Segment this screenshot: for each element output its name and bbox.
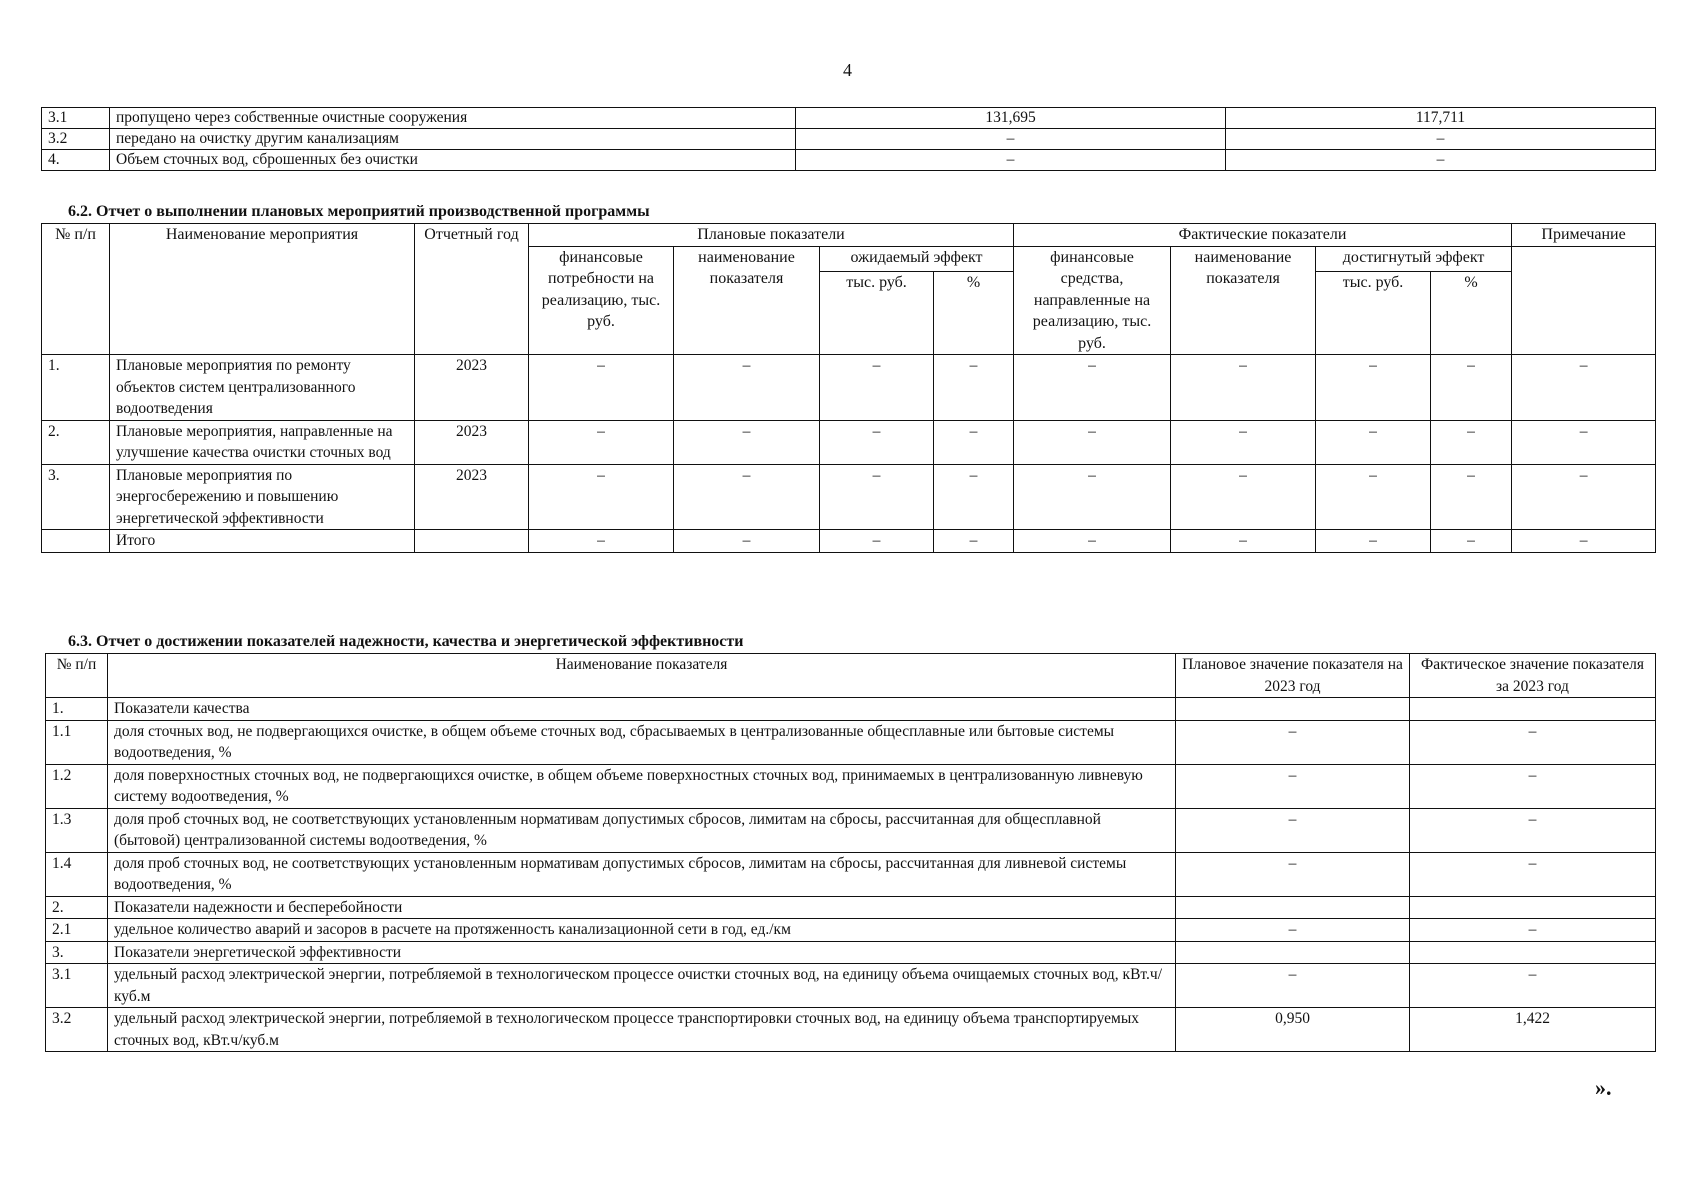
indicators-table	[45, 653, 1656, 1052]
table-row	[46, 941, 1656, 964]
row-name: Показатели энергетической эффективности	[108, 941, 1176, 964]
table-row	[42, 355, 1656, 421]
fact-value: –	[1410, 852, 1656, 896]
page-number: 4	[843, 60, 852, 80]
section-title-6-2: 6.2. Отчет о выполнении плановых мероприятий производственной программы	[68, 203, 650, 220]
value-cell: –	[529, 464, 674, 530]
value-cell: –	[1431, 464, 1512, 530]
value-cell: –	[1316, 530, 1431, 553]
row-name: Плановые мероприятия по энергосбережению и повышению энергетической эффективности	[110, 464, 415, 530]
table-row	[42, 129, 1656, 150]
header-percent-actual: %	[1431, 272, 1512, 355]
header-planned: Плановые показатели	[529, 224, 1014, 247]
value-cell: –	[1014, 530, 1171, 553]
closing-quote-mark: ».	[1595, 1075, 1612, 1100]
row-name: Показатели качества	[108, 698, 1176, 721]
value-cell: –	[1431, 355, 1512, 421]
row-number: 1.3	[46, 808, 108, 852]
value-cell: –	[820, 355, 934, 421]
header-planned: Плановое значение показателя на 2023 год	[1176, 654, 1410, 698]
table-row-total	[42, 530, 1656, 553]
header-fin-needs: финансовые потребности на реализацию, тыс. руб.	[529, 246, 674, 355]
header-fin-means: финансовые средства, направленные на реализацию, тыс. руб.	[1014, 246, 1171, 355]
row-number: 2.1	[46, 919, 108, 942]
value-cell: –	[1171, 464, 1316, 530]
value-cell: –	[1316, 420, 1431, 464]
row-name: Плановые мероприятия, направленные на улучшение качества очистки сточных вод	[110, 420, 415, 464]
header-name: Наименование показателя	[108, 654, 1176, 698]
value-cell: –	[674, 355, 820, 421]
header-actual: Фактические показатели	[1014, 224, 1512, 247]
plan-value: –	[1176, 720, 1410, 764]
value-cell: –	[1226, 150, 1656, 171]
fact-value: –	[1410, 919, 1656, 942]
value-cell: –	[1431, 530, 1512, 553]
table-row	[46, 964, 1656, 1008]
plan-value: –	[1176, 764, 1410, 808]
header-num: № п/п	[42, 224, 110, 355]
table-row	[46, 919, 1656, 942]
plan-value: 0,950	[1176, 1008, 1410, 1052]
value-cell: –	[1316, 355, 1431, 421]
plan-value	[1176, 896, 1410, 919]
row-name: удельный расход электрической энергии, потребляемой в технологическом процессе очистки сточных вод, на единицу объема очищаемых сточных вод, кВт.ч/куб.м	[108, 964, 1176, 1008]
value-cell: –	[796, 150, 1226, 171]
value-cell: –	[1316, 464, 1431, 530]
value-cell: 131,695	[796, 108, 1226, 129]
row-name: доля проб сточных вод, не соответствующих установленным нормативам допустимых сбросов, лимитам на сбросы, рассчитанная для общесплавной (бытовой) централизованной системы водоотведения, %	[108, 808, 1176, 852]
fact-value: –	[1410, 964, 1656, 1008]
value-cell: –	[1171, 355, 1316, 421]
plan-value	[1176, 698, 1410, 721]
row-number: 3.1	[46, 964, 108, 1008]
row-name: Итого	[110, 530, 415, 553]
fact-value: 1,422	[1410, 1008, 1656, 1052]
value-cell: –	[1014, 420, 1171, 464]
header-expected-effect: ожидаемый эффект	[820, 246, 1014, 272]
table-row	[46, 852, 1656, 896]
table-row	[46, 764, 1656, 808]
header-num: № п/п	[46, 654, 108, 698]
value-cell: –	[1014, 464, 1171, 530]
row-year: 2023	[415, 420, 529, 464]
header-percent: %	[934, 272, 1014, 355]
table-row	[42, 420, 1656, 464]
wastewater-volume-table	[41, 107, 1656, 171]
row-name: Объем сточных вод, сброшенных без очистки	[110, 150, 796, 171]
row-name: Показатели надежности и бесперебойности	[108, 896, 1176, 919]
header-year: Отчетный год	[415, 224, 529, 355]
fact-value	[1410, 941, 1656, 964]
row-name: Плановые мероприятия по ремонту объектов систем централизованного водоотведения	[110, 355, 415, 421]
header-indicator-name: наименование показателя	[674, 246, 820, 355]
value-cell: –	[820, 420, 934, 464]
fact-value: –	[1410, 808, 1656, 852]
header-actual: Фактическое значение показателя за 2023 год	[1410, 654, 1656, 698]
section-title-6-3: 6.3. Отчет о достижении показателей надежности, качества и энергетической эффективности	[68, 633, 744, 650]
table-row	[42, 464, 1656, 530]
row-year: 2023	[415, 355, 529, 421]
row-name: доля поверхностных сточных вод, не подвергающихся очистке, в общем объеме поверхностных сточных вод, принимаемых в централизованную ливневую систему водоотведения, %	[108, 764, 1176, 808]
row-number: 3.2	[42, 129, 110, 150]
header-note-blank	[1512, 246, 1656, 355]
fact-value	[1410, 698, 1656, 721]
table-row	[46, 1008, 1656, 1052]
row-number: 2.	[42, 420, 110, 464]
header-thousand-rub: тыс. руб.	[820, 272, 934, 355]
row-name: передано на очистку другим канализациям	[110, 129, 796, 150]
value-cell: –	[1171, 420, 1316, 464]
row-name: пропущено через собственные очистные сооружения	[110, 108, 796, 129]
value-cell: –	[1512, 355, 1656, 421]
row-number: 1.4	[46, 852, 108, 896]
table-row	[42, 108, 1656, 129]
header-name: Наименование мероприятия	[110, 224, 415, 355]
value-cell: 117,711	[1226, 108, 1656, 129]
row-number: 2.	[46, 896, 108, 919]
value-cell: –	[1512, 530, 1656, 553]
row-number: 1.2	[46, 764, 108, 808]
row-name: доля сточных вод, не подвергающихся очистке, в общем объеме сточных вод, сбрасываемых в централизованные общесплавные или бытовые системы водоотведения, %	[108, 720, 1176, 764]
value-cell: –	[674, 420, 820, 464]
value-cell: –	[674, 530, 820, 553]
plan-value: –	[1176, 964, 1410, 1008]
plan-value: –	[1176, 808, 1410, 852]
row-name: удельный расход электрической энергии, потребляемой в технологическом процессе транспортировки сточных вод, на единицу объема транспортируемых сточных вод, кВт.ч/куб.м	[108, 1008, 1176, 1052]
row-number: 1.	[46, 698, 108, 721]
value-cell: –	[1226, 129, 1656, 150]
table-row	[46, 808, 1656, 852]
row-name: удельное количество аварий и засоров в расчете на протяженность канализационной сети в год, ед./км	[108, 919, 1176, 942]
value-cell: –	[1512, 464, 1656, 530]
plan-value	[1176, 941, 1410, 964]
fact-value: –	[1410, 720, 1656, 764]
row-number: 4.	[42, 150, 110, 171]
value-cell: –	[934, 530, 1014, 553]
value-cell: –	[1171, 530, 1316, 553]
value-cell: –	[934, 355, 1014, 421]
row-number	[42, 530, 110, 553]
value-cell: –	[1431, 420, 1512, 464]
row-number: 3.	[46, 941, 108, 964]
header-achieved-effect: достигнутый эффект	[1316, 246, 1512, 272]
value-cell: –	[796, 129, 1226, 150]
plan-value: –	[1176, 852, 1410, 896]
value-cell: –	[934, 420, 1014, 464]
row-number: 3.1	[42, 108, 110, 129]
value-cell: –	[934, 464, 1014, 530]
row-number: 1.	[42, 355, 110, 421]
value-cell: –	[1512, 420, 1656, 464]
table-row	[46, 896, 1656, 919]
header-indicator-name-actual: наименование показателя	[1171, 246, 1316, 355]
fact-value: –	[1410, 764, 1656, 808]
row-number: 3.2	[46, 1008, 108, 1052]
planned-measures-table	[41, 223, 1656, 553]
header-thousand-rub-actual: тыс. руб.	[1316, 272, 1431, 355]
row-number: 3.	[42, 464, 110, 530]
header-note: Примечание	[1512, 224, 1656, 247]
row-year: 2023	[415, 464, 529, 530]
value-cell: –	[820, 530, 934, 553]
value-cell: –	[529, 530, 674, 553]
value-cell: –	[529, 355, 674, 421]
row-number: 1.1	[46, 720, 108, 764]
value-cell: –	[1014, 355, 1171, 421]
row-name: доля проб сточных вод, не соответствующих установленным нормативам допустимых сбросов, лимитам на сбросы, рассчитанная для ливневой системы водоотведения, %	[108, 852, 1176, 896]
table-row	[46, 720, 1656, 764]
fact-value	[1410, 896, 1656, 919]
table-row	[42, 150, 1656, 171]
value-cell: –	[820, 464, 934, 530]
table-row	[46, 698, 1656, 721]
value-cell: –	[674, 464, 820, 530]
value-cell: –	[529, 420, 674, 464]
plan-value: –	[1176, 919, 1410, 942]
row-year	[415, 530, 529, 553]
